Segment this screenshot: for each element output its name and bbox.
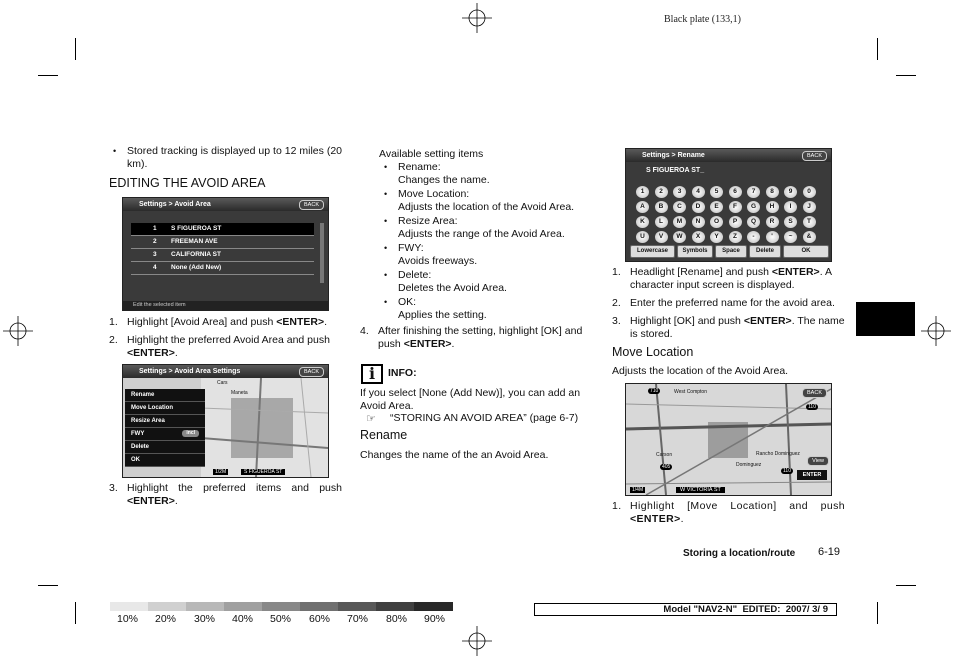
steps-list — [612, 266, 845, 341]
percent-label: 70% — [347, 613, 369, 625]
section-title: EDITING THE AVOID AREA — [109, 176, 266, 190]
character-key[interactable]: W — [673, 231, 686, 243]
character-key[interactable]: 8 — [766, 186, 779, 198]
steps-list — [109, 316, 342, 360]
avoid-area-row[interactable]: 2 FREEMAN AVE — [131, 236, 314, 249]
scale-label: 1/2M — [215, 469, 227, 475]
character-key[interactable]: 6 — [729, 186, 742, 198]
info-reference: “STORING AN AVOID AREA” (page 6-7) — [390, 412, 579, 424]
percent-label: 10% — [117, 613, 139, 625]
character-key[interactable]: P — [729, 216, 742, 228]
setting-item: • FWY: Avoids freeways. — [379, 242, 594, 268]
character-key[interactable]: S — [784, 216, 797, 228]
freeway-shield: 110 — [808, 404, 816, 410]
view-button[interactable]: View — [807, 456, 829, 466]
steps-list — [360, 325, 594, 351]
crop-mark — [38, 585, 58, 586]
menu-item-rename[interactable]: Rename — [125, 389, 205, 402]
crop-mark — [896, 75, 916, 76]
character-key[interactable]: C — [673, 201, 686, 213]
screen-title: Settings > Avoid Area Settings — [123, 365, 328, 378]
move-location-text: Adjusts the location of the Avoid Area. — [612, 365, 789, 377]
percent-label: 80% — [386, 613, 408, 625]
character-key[interactable]: E — [710, 201, 723, 213]
avoid-area-row[interactable]: 4 None (Add New) — [131, 262, 314, 275]
character-key[interactable]: T — [803, 216, 816, 228]
character-key[interactable]: 5 — [710, 186, 723, 198]
settings-items-list — [379, 161, 594, 322]
percent-label: 40% — [232, 613, 254, 625]
freeway-shield: 405 — [662, 464, 671, 470]
crop-mark — [75, 38, 76, 60]
street-label: S FIGUEROA ST — [241, 469, 285, 475]
menu-item-ok[interactable]: OK — [125, 454, 205, 467]
page-number: 6-19 — [818, 546, 841, 558]
back-button[interactable]: BACK — [802, 388, 827, 398]
registration-mark — [462, 626, 492, 656]
footer-section: Storing a location/route — [683, 548, 796, 559]
bullet-list — [108, 145, 342, 171]
rename-text: Changes the name of the an Avoid Area. — [360, 449, 549, 461]
name-input[interactable]: S FIGUEROA ST_ — [646, 167, 705, 174]
character-key[interactable]: I — [784, 201, 797, 213]
step-item: 2. Enter the preferred name for the avoid area. — [612, 297, 835, 309]
chapter-tab — [856, 302, 915, 336]
model-box — [534, 603, 837, 616]
setting-item: • Rename: Changes the name. — [379, 161, 594, 187]
map-label: Cars — [217, 380, 228, 386]
crop-mark — [75, 602, 76, 624]
character-key[interactable]: V — [655, 231, 668, 243]
freeway-shield: 710 — [650, 388, 659, 394]
character-key[interactable]: 2 — [655, 186, 668, 198]
rename-screen — [625, 148, 832, 262]
bullet-item: • Stored tracking is displayed up to 12 miles (20 km). — [108, 145, 342, 171]
character-key[interactable]: A — [636, 201, 649, 213]
setting-item: • Resize Area: Adjusts the range of the Avoid Area. — [379, 215, 594, 241]
character-key[interactable]: H — [766, 201, 779, 213]
character-key[interactable]: X — [692, 231, 705, 243]
street-label: W VICTORIA ST — [676, 487, 725, 493]
character-key[interactable]: D — [692, 201, 705, 213]
character-key[interactable]: R — [766, 216, 779, 228]
setting-item: • Delete: Deletes the Avoid Area. — [379, 269, 594, 295]
avoid-area-screen — [122, 197, 329, 311]
character-key[interactable]: J — [803, 201, 816, 213]
character-key[interactable]: - — [747, 231, 760, 243]
info-title: INFO: — [388, 367, 417, 379]
grayscale-bar — [110, 602, 453, 611]
character-key[interactable]: 4 — [692, 186, 705, 198]
step-item: 1. Highlight [Move Location] and push <ENTER>. — [612, 500, 845, 525]
character-key[interactable]: M — [673, 216, 686, 228]
ok-key[interactable]: OK — [783, 245, 829, 258]
character-key[interactable]: ' — [766, 231, 779, 243]
avoid-area-settings-screen — [122, 364, 329, 478]
menu-item-delete[interactable]: Delete — [125, 441, 205, 454]
percent-label: 30% — [194, 613, 216, 625]
step-item: 3. Highlight the preferred items and push <ENTER>. — [109, 482, 342, 507]
percent-label: 60% — [309, 613, 331, 625]
step-item: 1. Headlight [Rename] and push <ENTER>. A character input screen is displayed. — [612, 266, 832, 291]
back-button[interactable]: BACK — [802, 151, 827, 161]
step-item: 2. Highlight the preferred Avoid Area and push <ENTER>. — [109, 334, 330, 359]
lowercase-key[interactable]: Lowercase — [630, 245, 675, 258]
character-key[interactable]: 7 — [747, 186, 760, 198]
map-label: Dominguez — [736, 462, 762, 468]
registration-mark — [3, 316, 33, 346]
delete-key[interactable]: Delete — [749, 245, 781, 258]
map-label: West Compton — [674, 389, 707, 395]
setting-item: • Move Location: Adjusts the location of the Avoid Area. — [379, 188, 594, 214]
scale-label: 1/4M — [632, 487, 644, 493]
character-key[interactable]: B — [655, 201, 668, 213]
back-button[interactable]: BACK — [299, 200, 324, 210]
step-item: 1. Highlight [Avoid Area] and push <ENTER>. — [109, 316, 328, 328]
steps-list — [612, 500, 845, 526]
character-key[interactable]: N — [692, 216, 705, 228]
character-key[interactable]: U — [636, 231, 649, 243]
character-key[interactable]: 0 — [803, 186, 816, 198]
character-key[interactable]: Z — [729, 231, 742, 243]
map-label: Maneta — [231, 390, 248, 396]
crop-mark — [896, 585, 916, 586]
map-view — [201, 378, 328, 477]
steps-list — [109, 482, 342, 508]
character-key[interactable]: K — [636, 216, 649, 228]
move-location-title: Move Location — [612, 345, 694, 359]
move-location-screen — [625, 383, 832, 496]
settings-intro: Available setting items — [379, 148, 484, 160]
incl-toggle[interactable]: incl — [182, 430, 199, 437]
reference-icon: ☞ — [366, 413, 376, 425]
registration-mark — [462, 3, 492, 33]
registration-mark — [921, 316, 951, 346]
model-label: Model "NAV2-N" EDITED: 2007/ 3/ 9 — [663, 604, 828, 615]
character-key[interactable]: O — [710, 216, 723, 228]
back-button[interactable]: BACK — [299, 367, 324, 377]
menu-item-fwy[interactable]: FWY incl — [125, 428, 205, 441]
map-label: Rancho Dominguez — [756, 451, 800, 457]
crop-mark — [38, 75, 58, 76]
avoid-area-row[interactable]: 1 S FIGUEROA ST — [131, 223, 314, 236]
screen-title: Settings > Rename — [626, 149, 831, 162]
percent-label: 20% — [155, 613, 177, 625]
enter-button[interactable]: ENTER — [797, 470, 827, 480]
setting-item: • OK: Applies the setting. — [379, 296, 594, 322]
avoid-area-row[interactable]: 3 CALIFORNIA ST — [131, 249, 314, 262]
status-bar: Edit the selected item — [123, 301, 328, 310]
percent-label: 50% — [270, 613, 292, 625]
info-text: If you select [None (Add New)], you can add an Avoid Area. — [360, 387, 581, 412]
map-label: Carson — [656, 452, 673, 458]
character-key[interactable]: F — [729, 201, 742, 213]
character-key[interactable]: 9 — [784, 186, 797, 198]
freeway-shield: 110 — [783, 468, 791, 474]
step-item: 4. After finishing the setting, highlight [OK] and push <ENTER>. — [360, 325, 583, 350]
symbols-key[interactable]: Symbols — [677, 245, 713, 258]
character-key[interactable]: ~ — [784, 231, 797, 243]
plate-label: Black plate (133,1) — [664, 14, 741, 25]
screen-title: Settings > Avoid Area — [123, 198, 328, 211]
character-key[interactable]: Y — [710, 231, 723, 243]
info-icon: i — [361, 364, 383, 384]
scrollbar[interactable] — [320, 223, 324, 283]
menu-item-move-location[interactable]: Move Location — [125, 402, 205, 415]
rename-title: Rename — [360, 428, 408, 442]
crop-mark — [877, 38, 878, 60]
character-key[interactable]: & — [803, 231, 816, 243]
character-key[interactable]: 1 — [636, 186, 649, 198]
space-key[interactable]: Space — [715, 245, 747, 258]
menu-item-resize-area[interactable]: Resize Area — [125, 415, 205, 428]
character-key[interactable]: Q — [747, 216, 760, 228]
character-key[interactable]: L — [655, 216, 668, 228]
crop-mark — [877, 602, 878, 624]
step-item: 3. Highlight [OK] and push <ENTER>. The name is stored. — [612, 315, 845, 340]
character-key[interactable]: G — [747, 201, 760, 213]
character-key[interactable]: 3 — [673, 186, 686, 198]
percent-label: 90% — [424, 613, 446, 625]
